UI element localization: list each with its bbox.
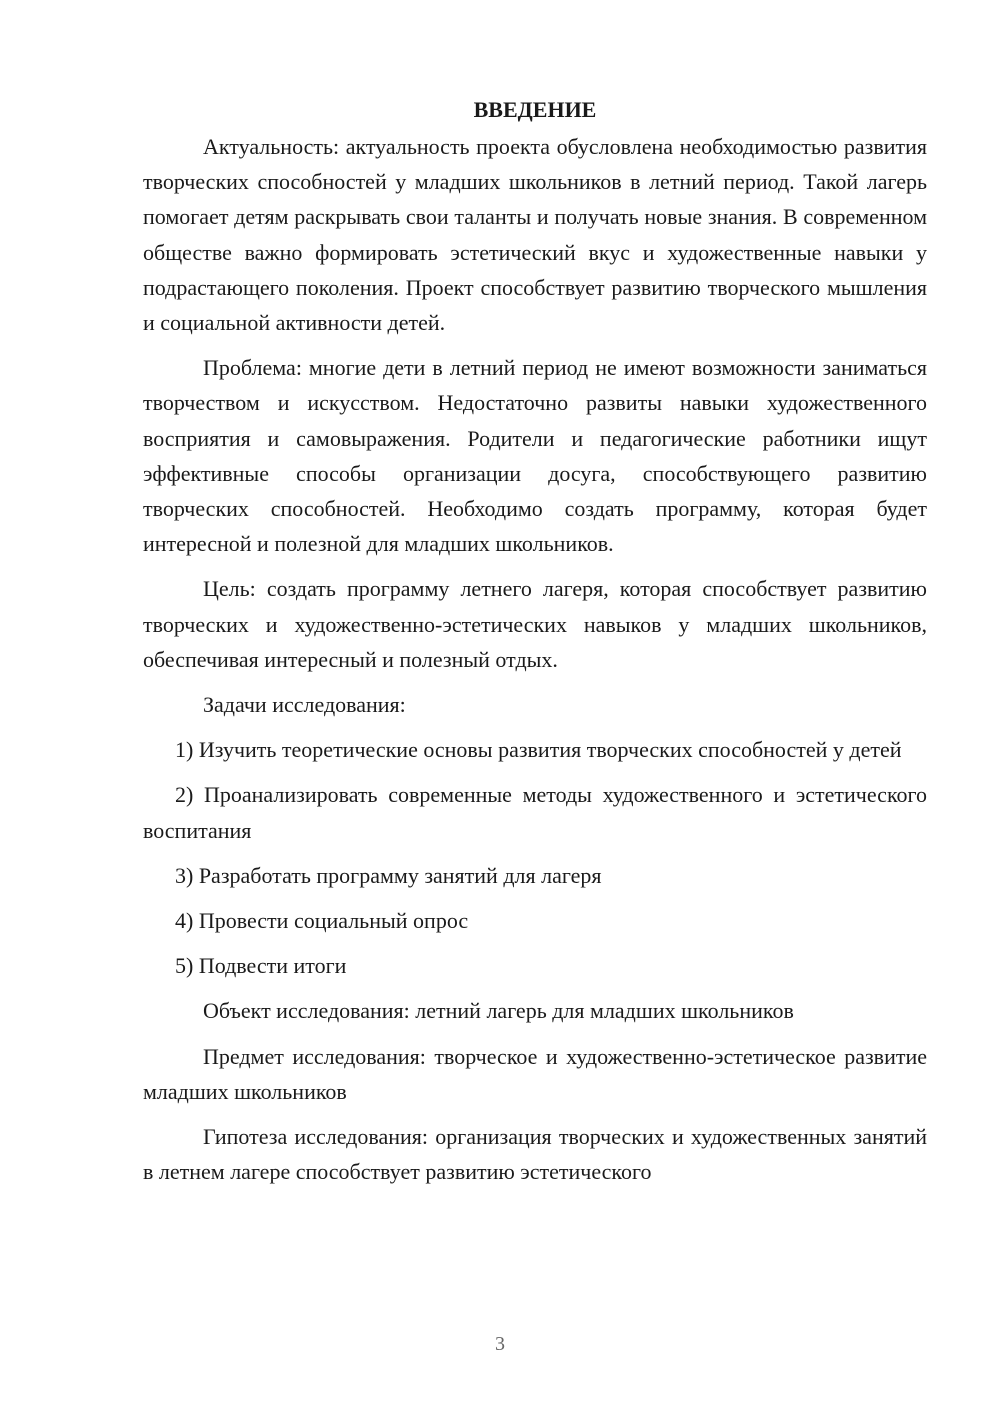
section-title: ВВЕДЕНИЕ [473, 97, 597, 122]
subject-paragraph: Предмет исследования: творческое и художественно-эстетическое развитие младших школьников [143, 1043, 927, 1104]
object-paragraph: Объект исследования: летний лагерь для младших школьников [203, 998, 794, 1024]
relevance-paragraph: Актуальность: актуальность проекта обусловлена необходимостью развития творческих способностей у младших школьников в летний период. Такой лагерь помогает детям раскрывать свои таланты и получать новые знания. В современном обществе важно формировать эстетический вкус и художественные навыки у подрастающего поколения. Проект способствует развитию творческого мышления и социальной активности детей. [143, 134, 927, 336]
page-number: 3 [495, 1333, 505, 1355]
task-item-5: 5) Подвести итоги [175, 953, 347, 979]
task-item-3: 3) Разработать программу занятий для лагеря [175, 862, 602, 888]
hypothesis-paragraph: Гипотеза исследования: организация творческих и художественных занятий в летнем лагере способствует развитию эстетического [143, 1124, 927, 1185]
task-item-4: 4) Провести социальный опрос [175, 908, 469, 934]
problem-paragraph: Проблема: многие дети в летний период не имеют возможности заниматься творчеством и искусством. Недостаточно развиты навыки художественного восприятия и самовыражения. Родители и педагогические работники ищут эффективные способы организации досуга, способствующего развитию творческих способностей. Необходимо создать программу, которая будет интересной и полезной для младших школьников. [143, 355, 927, 557]
task-item-1: 1) Изучить теоретические основы развития творческих способностей у детей [175, 737, 902, 763]
tasks-heading: Задачи исследования: [203, 692, 406, 718]
task-item-2: 2) Проанализировать современные методы художественного и эстетического воспитания [143, 782, 927, 843]
goal-paragraph: Цель: создать программу летнего лагеря, которая способствует развитию творческих и художественно-эстетических навыков у младших школьников, обеспечивая интересный и полезный отдых. [143, 576, 927, 672]
document-body [143, 92, 927, 1199]
